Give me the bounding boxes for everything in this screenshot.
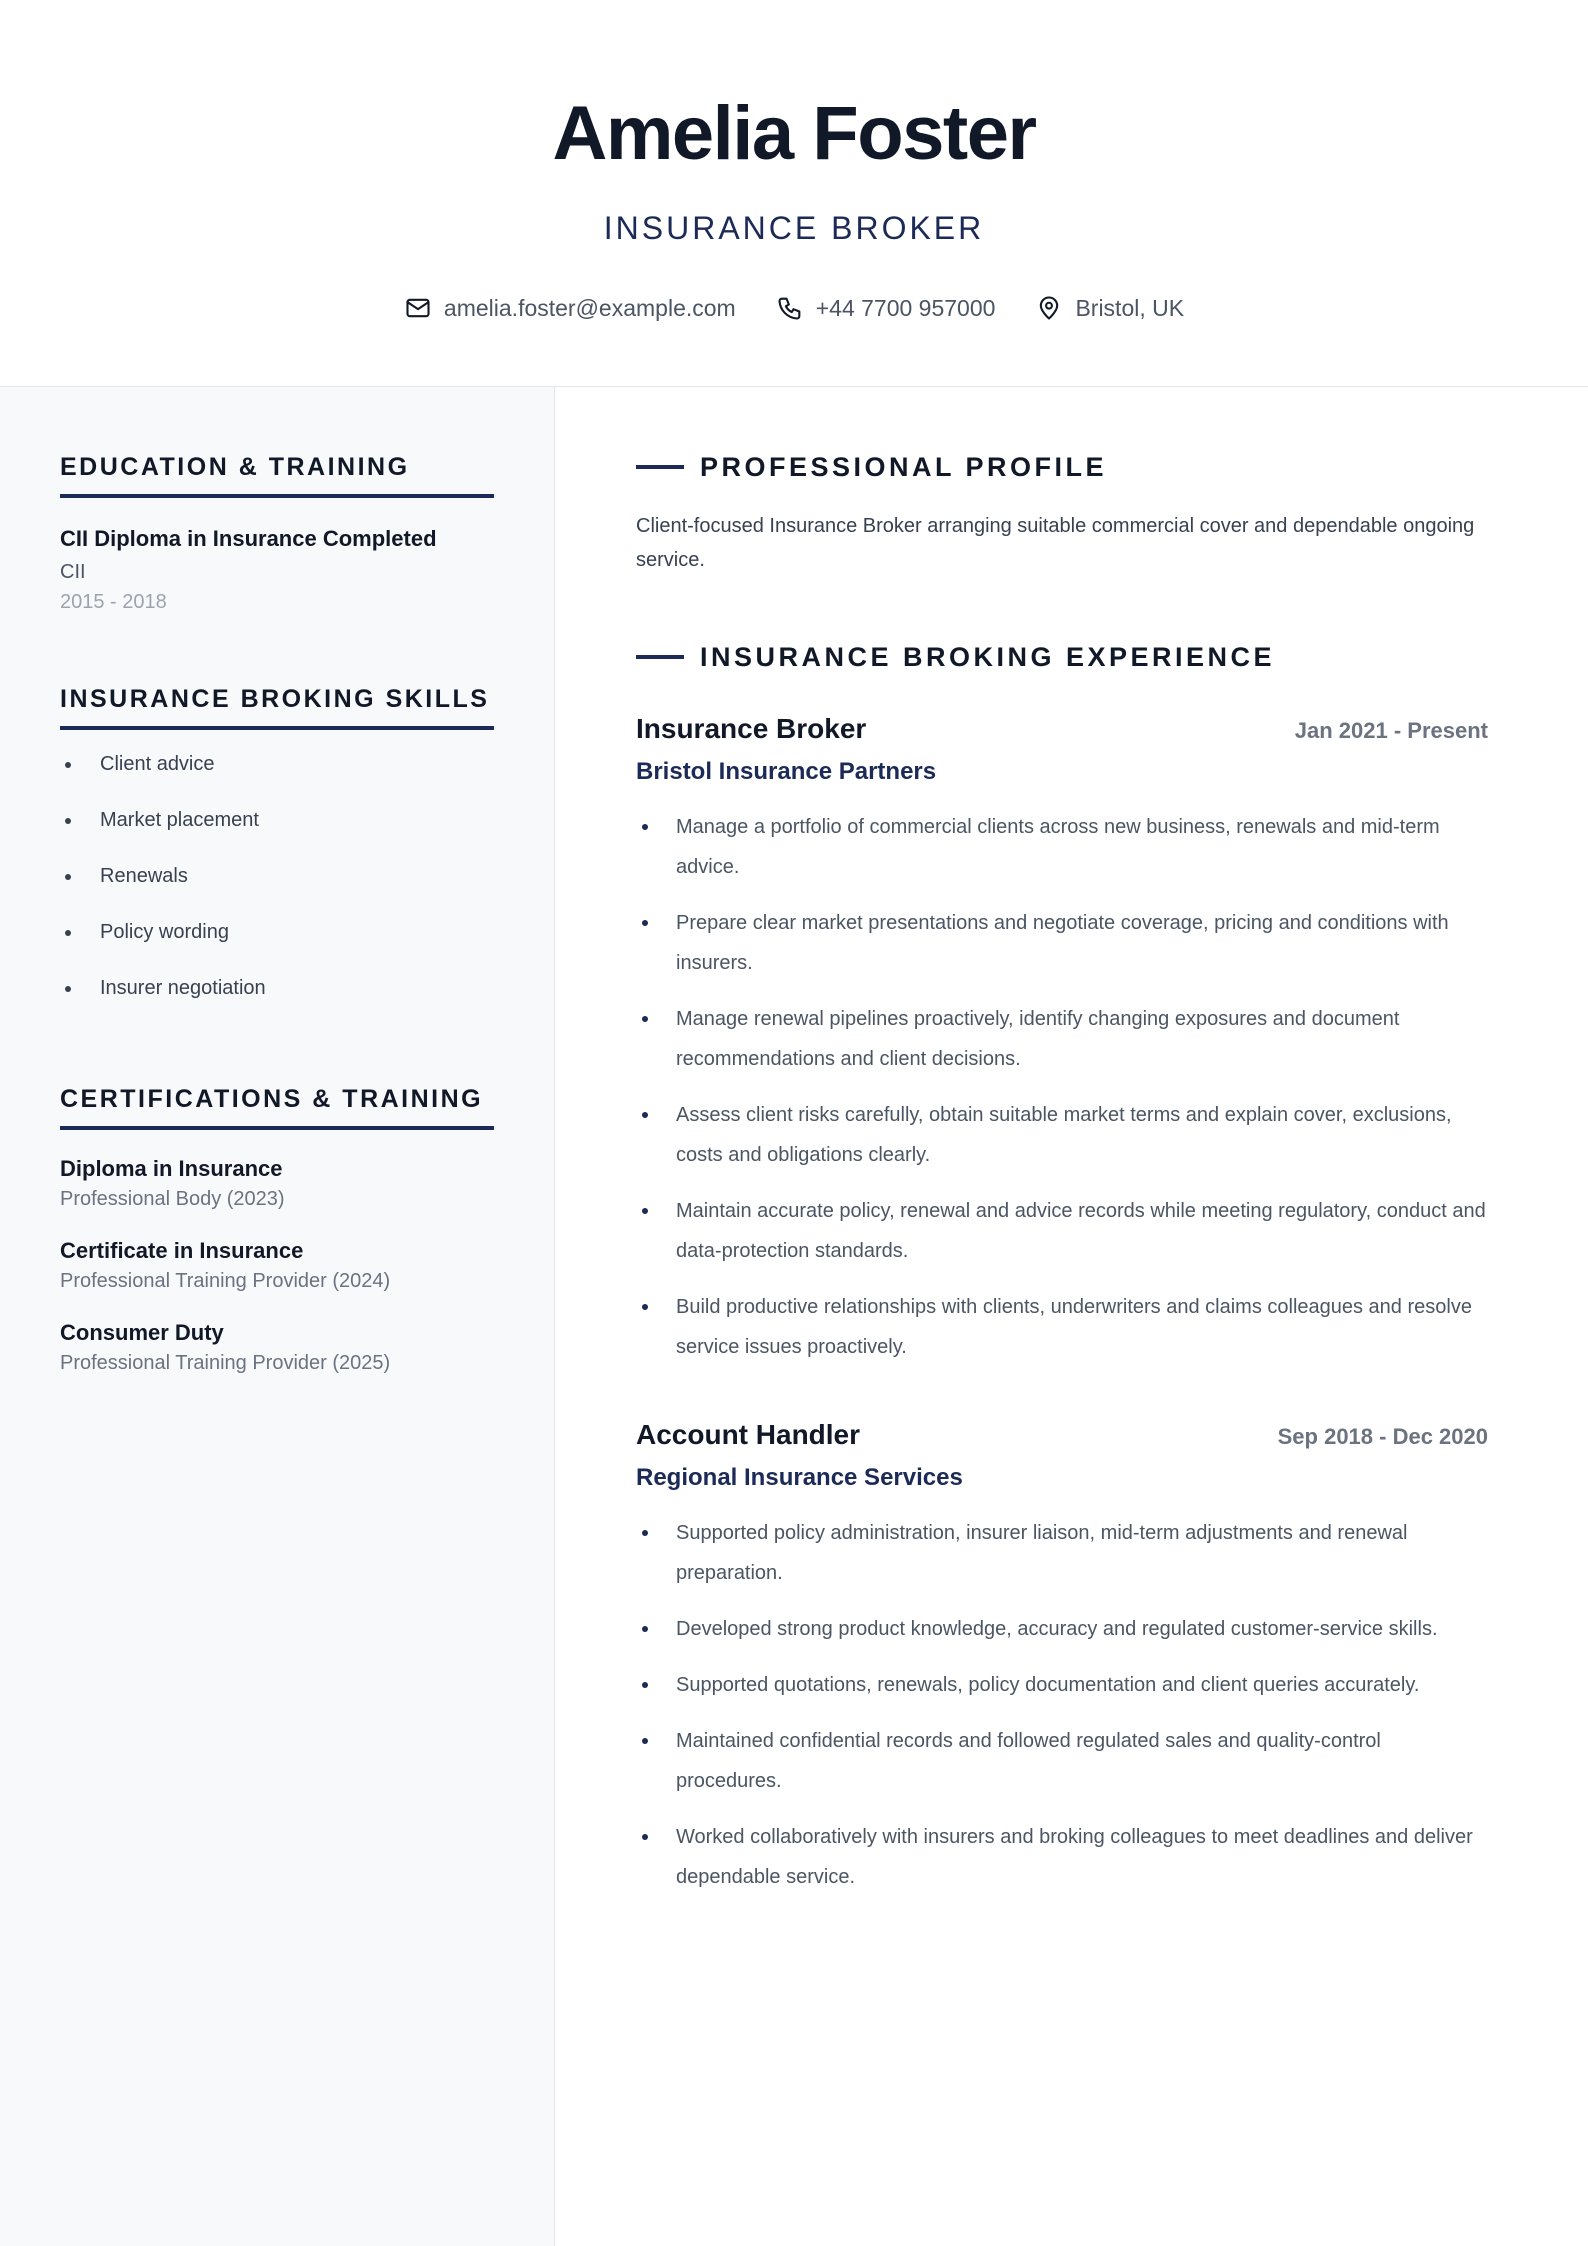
job-bullet: Manage renewal pipelines proactively, identify changing exposures and document recommendations and client decisions. xyxy=(636,999,1488,1079)
education-institution: CII xyxy=(60,561,86,583)
skill-item: Market placement xyxy=(60,806,494,862)
job-bullet: Build productive relationships with clients, underwriters and claims colleagues and resolve service issues proactively. xyxy=(636,1287,1488,1367)
location-pin-icon xyxy=(1035,294,1063,322)
education-dates: 2015 - 2018 xyxy=(60,591,167,613)
skill-item: Policy wording xyxy=(60,918,494,974)
job-bullets xyxy=(636,1513,1488,1897)
skill-item: Renewals xyxy=(60,862,494,918)
resume-header xyxy=(0,0,1588,387)
job-bullet: Prepare clear market presentations and negotiate coverage, pricing and conditions with insurers. xyxy=(636,903,1488,983)
skill-item: Insurer negotiation xyxy=(60,974,494,1030)
location-text: Bristol, UK xyxy=(1075,295,1185,321)
heading-accent-bar xyxy=(636,465,684,469)
email-text: amelia.foster@example.com xyxy=(443,295,736,321)
certification-item xyxy=(60,1154,494,1214)
job-bullet: Supported policy administration, insurer liaison, mid-term adjustments and renewal preparation. xyxy=(636,1513,1488,1593)
heading-accent-bar xyxy=(636,655,684,659)
experience-heading-text: INSURANCE BROKING EXPERIENCE xyxy=(700,642,1276,672)
profile-heading-text: PROFESSIONAL PROFILE xyxy=(700,452,1108,482)
job-header xyxy=(636,1417,1488,1453)
education-heading: EDUCATION & TRAINING xyxy=(60,450,494,498)
skill-item: Client advice xyxy=(60,750,494,806)
job-bullet: Maintain accurate policy, renewal and advice records while meeting regulatory, conduct and data-protection standards. xyxy=(636,1191,1488,1271)
certification-meta: Professional Body (2023) xyxy=(60,1188,285,1210)
candidate-role: INSURANCE BROKER xyxy=(603,210,985,246)
experience-heading xyxy=(636,639,1275,675)
certifications-heading: CERTIFICATIONS & TRAINING xyxy=(60,1082,494,1130)
mail-icon xyxy=(404,294,432,322)
job-bullet: Maintained confidential records and followed regulated sales and quality-control procedures. xyxy=(636,1721,1488,1801)
job-entry xyxy=(636,1417,1488,1913)
job-dates: Sep 2018 - Dec 2020 xyxy=(1277,1424,1488,1449)
job-entry xyxy=(636,711,1488,1383)
contact-email[interactable] xyxy=(404,290,736,326)
certification-item xyxy=(60,1318,494,1378)
job-bullet: Manage a portfolio of commercial clients across new business, renewals and mid-term advice. xyxy=(636,807,1488,887)
skills-section xyxy=(60,682,494,1030)
education-section xyxy=(60,450,494,616)
job-bullet: Worked collaboratively with insurers and broking colleagues to meet deadlines and deliver dependable service. xyxy=(636,1817,1488,1897)
skills-heading: INSURANCE BROKING SKILLS xyxy=(60,682,494,730)
job-dates: Jan 2021 - Present xyxy=(1294,718,1488,743)
job-company: Bristol Insurance Partners xyxy=(636,758,937,785)
certification-title: Diploma in Insurance xyxy=(60,1156,283,1181)
contact-phone[interactable] xyxy=(776,290,996,326)
job-bullet: Assess client risks carefully, obtain suitable market terms and explain cover, exclusions, costs and obligations clearly. xyxy=(636,1095,1488,1175)
profile-heading xyxy=(636,449,1107,485)
certification-item xyxy=(60,1236,494,1296)
certification-meta: Professional Training Provider (2024) xyxy=(60,1270,391,1292)
profile-text: Client-focused Insurance Broker arranging suitable commercial cover and dependable ongoing service. xyxy=(636,515,1475,571)
candidate-name: Amelia Foster xyxy=(552,91,1036,176)
certification-title: Certificate in Insurance xyxy=(60,1238,304,1263)
contact-location xyxy=(1035,290,1184,326)
job-header xyxy=(636,711,1488,747)
job-bullet: Developed strong product knowledge, accuracy and regulated customer-service skills. xyxy=(636,1609,1488,1649)
education-title: CII Diploma in Insurance Completed xyxy=(60,526,437,551)
job-company: Regional Insurance Services xyxy=(636,1464,963,1491)
certification-title: Consumer Duty xyxy=(60,1320,224,1345)
skills-list xyxy=(60,750,494,1030)
job-bullet: Supported quotations, renewals, policy documentation and client queries accurately. xyxy=(636,1665,1488,1705)
certification-meta: Professional Training Provider (2025) xyxy=(60,1352,391,1374)
phone-icon xyxy=(776,294,804,322)
sidebar xyxy=(0,387,555,2246)
certifications-section xyxy=(60,1082,494,1378)
job-title: Account Handler xyxy=(636,1419,861,1450)
phone-text: +44 7700 957000 xyxy=(815,295,996,321)
contact-row xyxy=(0,290,1588,326)
job-title: Insurance Broker xyxy=(636,713,867,744)
job-bullets xyxy=(636,807,1488,1367)
